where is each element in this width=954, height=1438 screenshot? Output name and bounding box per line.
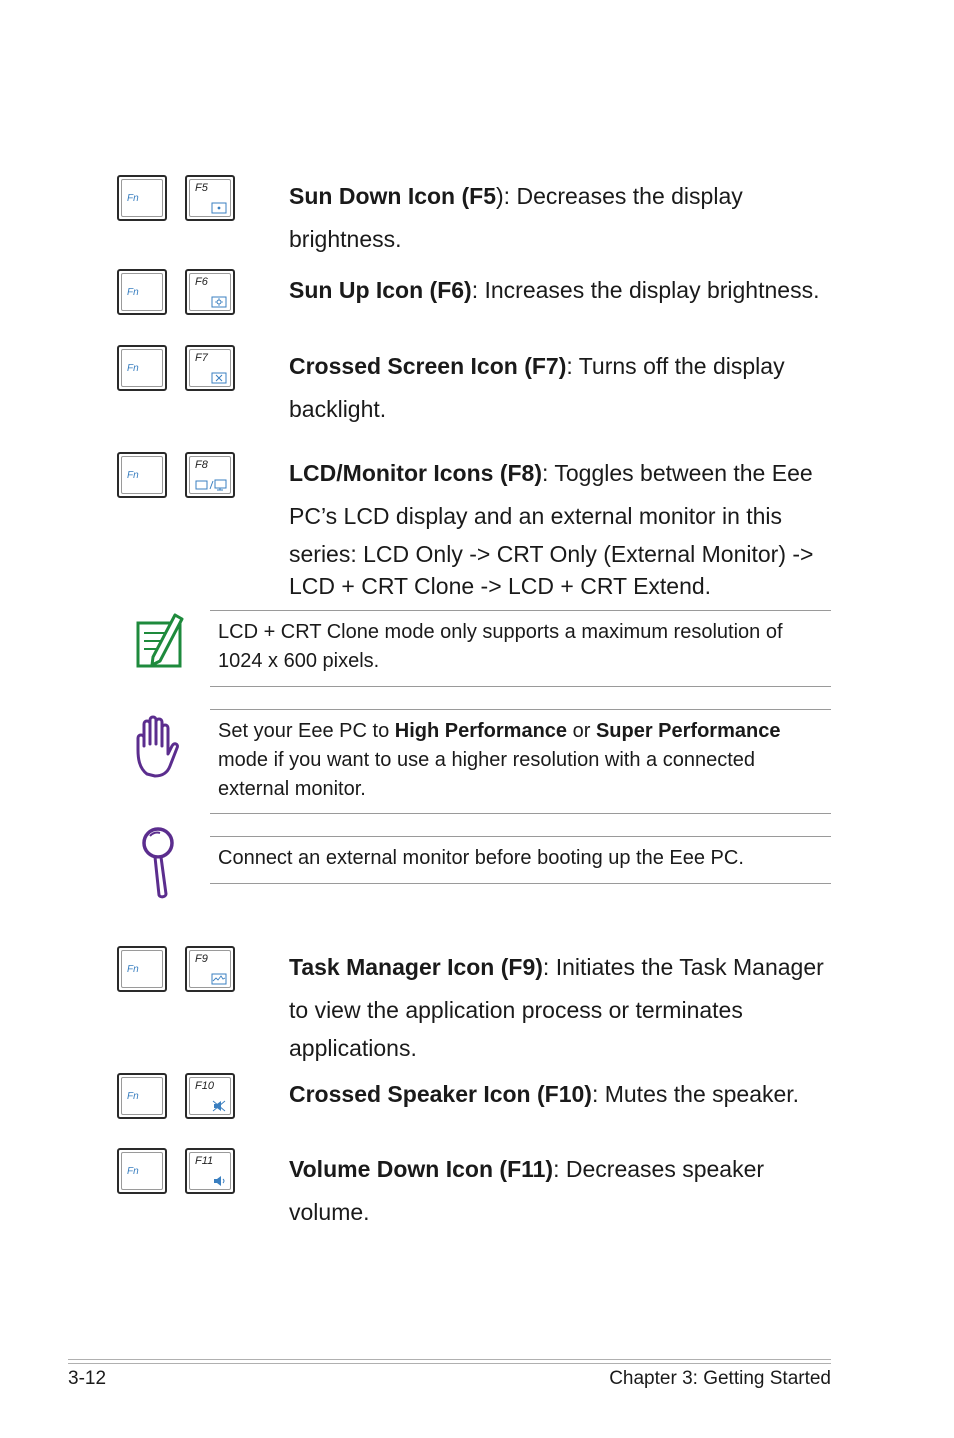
tip-box: Connect an external monitor before booting up the Eee PC.: [210, 836, 831, 884]
f7-key: F7: [185, 345, 235, 391]
key-combo-f9: [117, 946, 239, 996]
f5-key: F5: [185, 175, 235, 221]
fn-key: Fn: [117, 946, 167, 992]
entry-f10-desc: Crossed Speaker Icon (F10): Mutes the speaker.: [289, 1081, 800, 1107]
key-combo-f5: [117, 175, 239, 225]
key-combo-f10: [117, 1073, 239, 1123]
entry-f6-desc: Sun Up Icon (F6): Increases the display brightness.: [289, 277, 820, 303]
fn-key: Fn: [117, 1073, 167, 1119]
task-manager-icon: [211, 973, 227, 985]
note-box: LCD + CRT Clone mode only supports a maximum resolution of 1024 x 600 pixels.: [210, 610, 831, 687]
sun-down-icon: [211, 202, 227, 214]
key-combo-f8: [117, 452, 239, 502]
entry-f8-desc: LCD/Monitor Icons (F8): Toggles between the Eee PC’s LCD display and an external monitor in this series: LCD Only -> CRT Only (External Monitor) -> LCD + CRT Clone -> LCD + CRT Extend.: [289, 460, 814, 599]
sun-up-icon: [211, 296, 227, 308]
fn-key: Fn: [117, 269, 167, 315]
crossed-screen-icon: [211, 372, 227, 384]
key-combo-f11: [117, 1148, 239, 1198]
key-combo-f6: [117, 269, 239, 319]
f11-key: F11: [185, 1148, 235, 1194]
key-combo-f7: [117, 345, 239, 395]
warning-box: Set your Eee PC to High Performance or Super Performance mode if you want to use a higher resolution with a connected external monitor.: [210, 709, 831, 814]
entry-f5-desc: Sun Down Icon (F5): Decreases the display brightness.: [289, 183, 743, 252]
lcd-monitor-icon: [195, 479, 227, 491]
entry-f7-desc: Crossed Screen Icon (F7): Turns off the display backlight.: [289, 353, 785, 422]
tip-magnifier-icon: [138, 826, 178, 900]
f9-key: F9: [185, 946, 235, 992]
note-pencil-icon: [133, 611, 187, 669]
entry-f11-desc: Volume Down Icon (F11): Decreases speaker volume.: [289, 1156, 765, 1225]
fn-key: Fn: [117, 175, 167, 221]
crossed-speaker-icon: [211, 1100, 227, 1112]
fn-key: Fn: [117, 452, 167, 498]
warning-hand-icon: [133, 714, 183, 780]
fn-key: Fn: [117, 345, 167, 391]
f6-key: F6: [185, 269, 235, 315]
footer-rule: [68, 1359, 831, 1364]
f8-key: F8: [185, 452, 235, 498]
chapter-title: Chapter 3: Getting Started: [609, 1368, 831, 1389]
entry-f9-desc: Task Manager Icon (F9): Initiates the Task Manager to view the application process or terminates applications.: [289, 954, 824, 1061]
fn-key: Fn: [117, 1148, 167, 1194]
page-number: 3-12: [68, 1368, 107, 1389]
f10-key: F10: [185, 1073, 235, 1119]
volume-down-icon: [211, 1175, 227, 1187]
